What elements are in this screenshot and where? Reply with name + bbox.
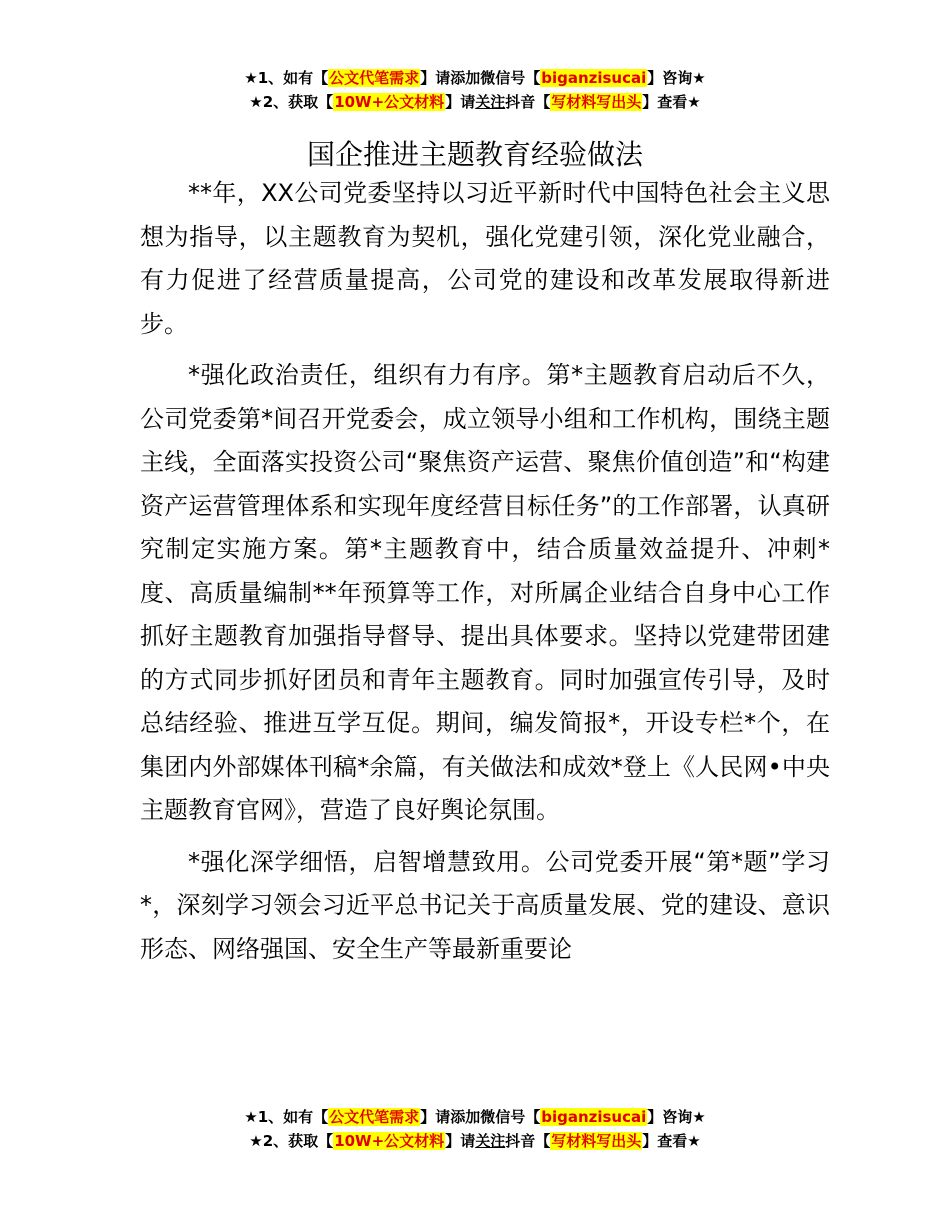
promo-underlined: 关注 xyxy=(475,93,506,111)
body-paragraph: *强化政治责任，组织有力有序。第*主题教育启动后不久，公司党委第*间召开党委会，成立领导小组和工作机构，围绕主题主线，全面落实投资公司“聚焦资产运营、聚焦价值创造”和“构建资产运营管理体系和实现年度经营目标任务”的工作部署，认真研究制定实施方案。第*主题教育中，结合质量效益提升、冲刺*度、高质量编制**年预算等工作，对所属企业结合自身中心工作抓好主题教育加强指导督导、提出具体要求。坚持以党建带团建的方式同步抓好团员和青年主题教育。同时加强宣传引导，及时总结经验、推进互学互促。期间，编发简报*，开设专栏*个，在集团内外部媒体刊稿*余篇，有关做法和成效*登上《人民网•中央主题教育官网》，营造了良好舆论氛围。 xyxy=(140,361,830,824)
body-paragraph: *强化深学细悟，启智增慧致用。公司党委开展“第*题”学习*，深刻学习领会习近平总书记关于高质量发展、党的建设、意识形态、网络强国、安全生产等最新重要论 xyxy=(140,847,830,963)
promo-highlight: 公文代笔需求 xyxy=(329,69,420,87)
promo-text: 】查看★ xyxy=(642,1132,701,1150)
promo-text: 】咨询★ xyxy=(647,69,706,87)
promo-text: 】请 xyxy=(445,93,476,111)
promo-text: 】请添加微信号【 xyxy=(420,1108,541,1126)
promo-text: 抖音【 xyxy=(505,1132,551,1150)
promo-text: 】请 xyxy=(445,1132,476,1150)
document-title: 国企推进主题教育经验做法 xyxy=(306,137,643,171)
document-body xyxy=(140,172,830,979)
douyin-highlight: 写材料写出头 xyxy=(551,1132,642,1150)
promo-text: 】查看★ xyxy=(642,93,701,111)
promo-line-2 xyxy=(0,90,950,114)
promo-line-1 xyxy=(0,66,950,90)
promo-underlined: 关注 xyxy=(475,1132,506,1150)
promo-line-2 xyxy=(0,1129,950,1153)
promo-text: 】咨询★ xyxy=(647,1108,706,1126)
douyin-highlight: 写材料写出头 xyxy=(551,93,642,111)
promo-text: ★1、如有【 xyxy=(244,1108,329,1126)
promo-highlight: 10W+公文材料 xyxy=(334,93,445,111)
promo-text: ★2、获取【 xyxy=(249,1132,334,1150)
header-promo-banner xyxy=(0,66,950,114)
promo-line-1 xyxy=(0,1105,950,1129)
wechat-id-highlight: biganzisucai xyxy=(541,69,647,87)
body-paragraph: **年，XX公司党委坚持以习近平新时代中国特色社会主义思想为指导，以主题教育为契机，强化党建引领，深化党业融合，有力促进了经营质量提高，公司党的建设和改革发展取得新进步。 xyxy=(140,179,830,338)
promo-highlight: 公文代笔需求 xyxy=(329,1108,420,1126)
promo-text: 】请添加微信号【 xyxy=(420,69,541,87)
promo-text: ★2、获取【 xyxy=(249,93,334,111)
footer-promo-banner xyxy=(0,1105,950,1153)
promo-text: ★1、如有【 xyxy=(244,69,329,87)
promo-text: 抖音【 xyxy=(505,93,551,111)
promo-highlight: 10W+公文材料 xyxy=(334,1132,445,1150)
wechat-id-highlight: biganzisucai xyxy=(541,1108,647,1126)
